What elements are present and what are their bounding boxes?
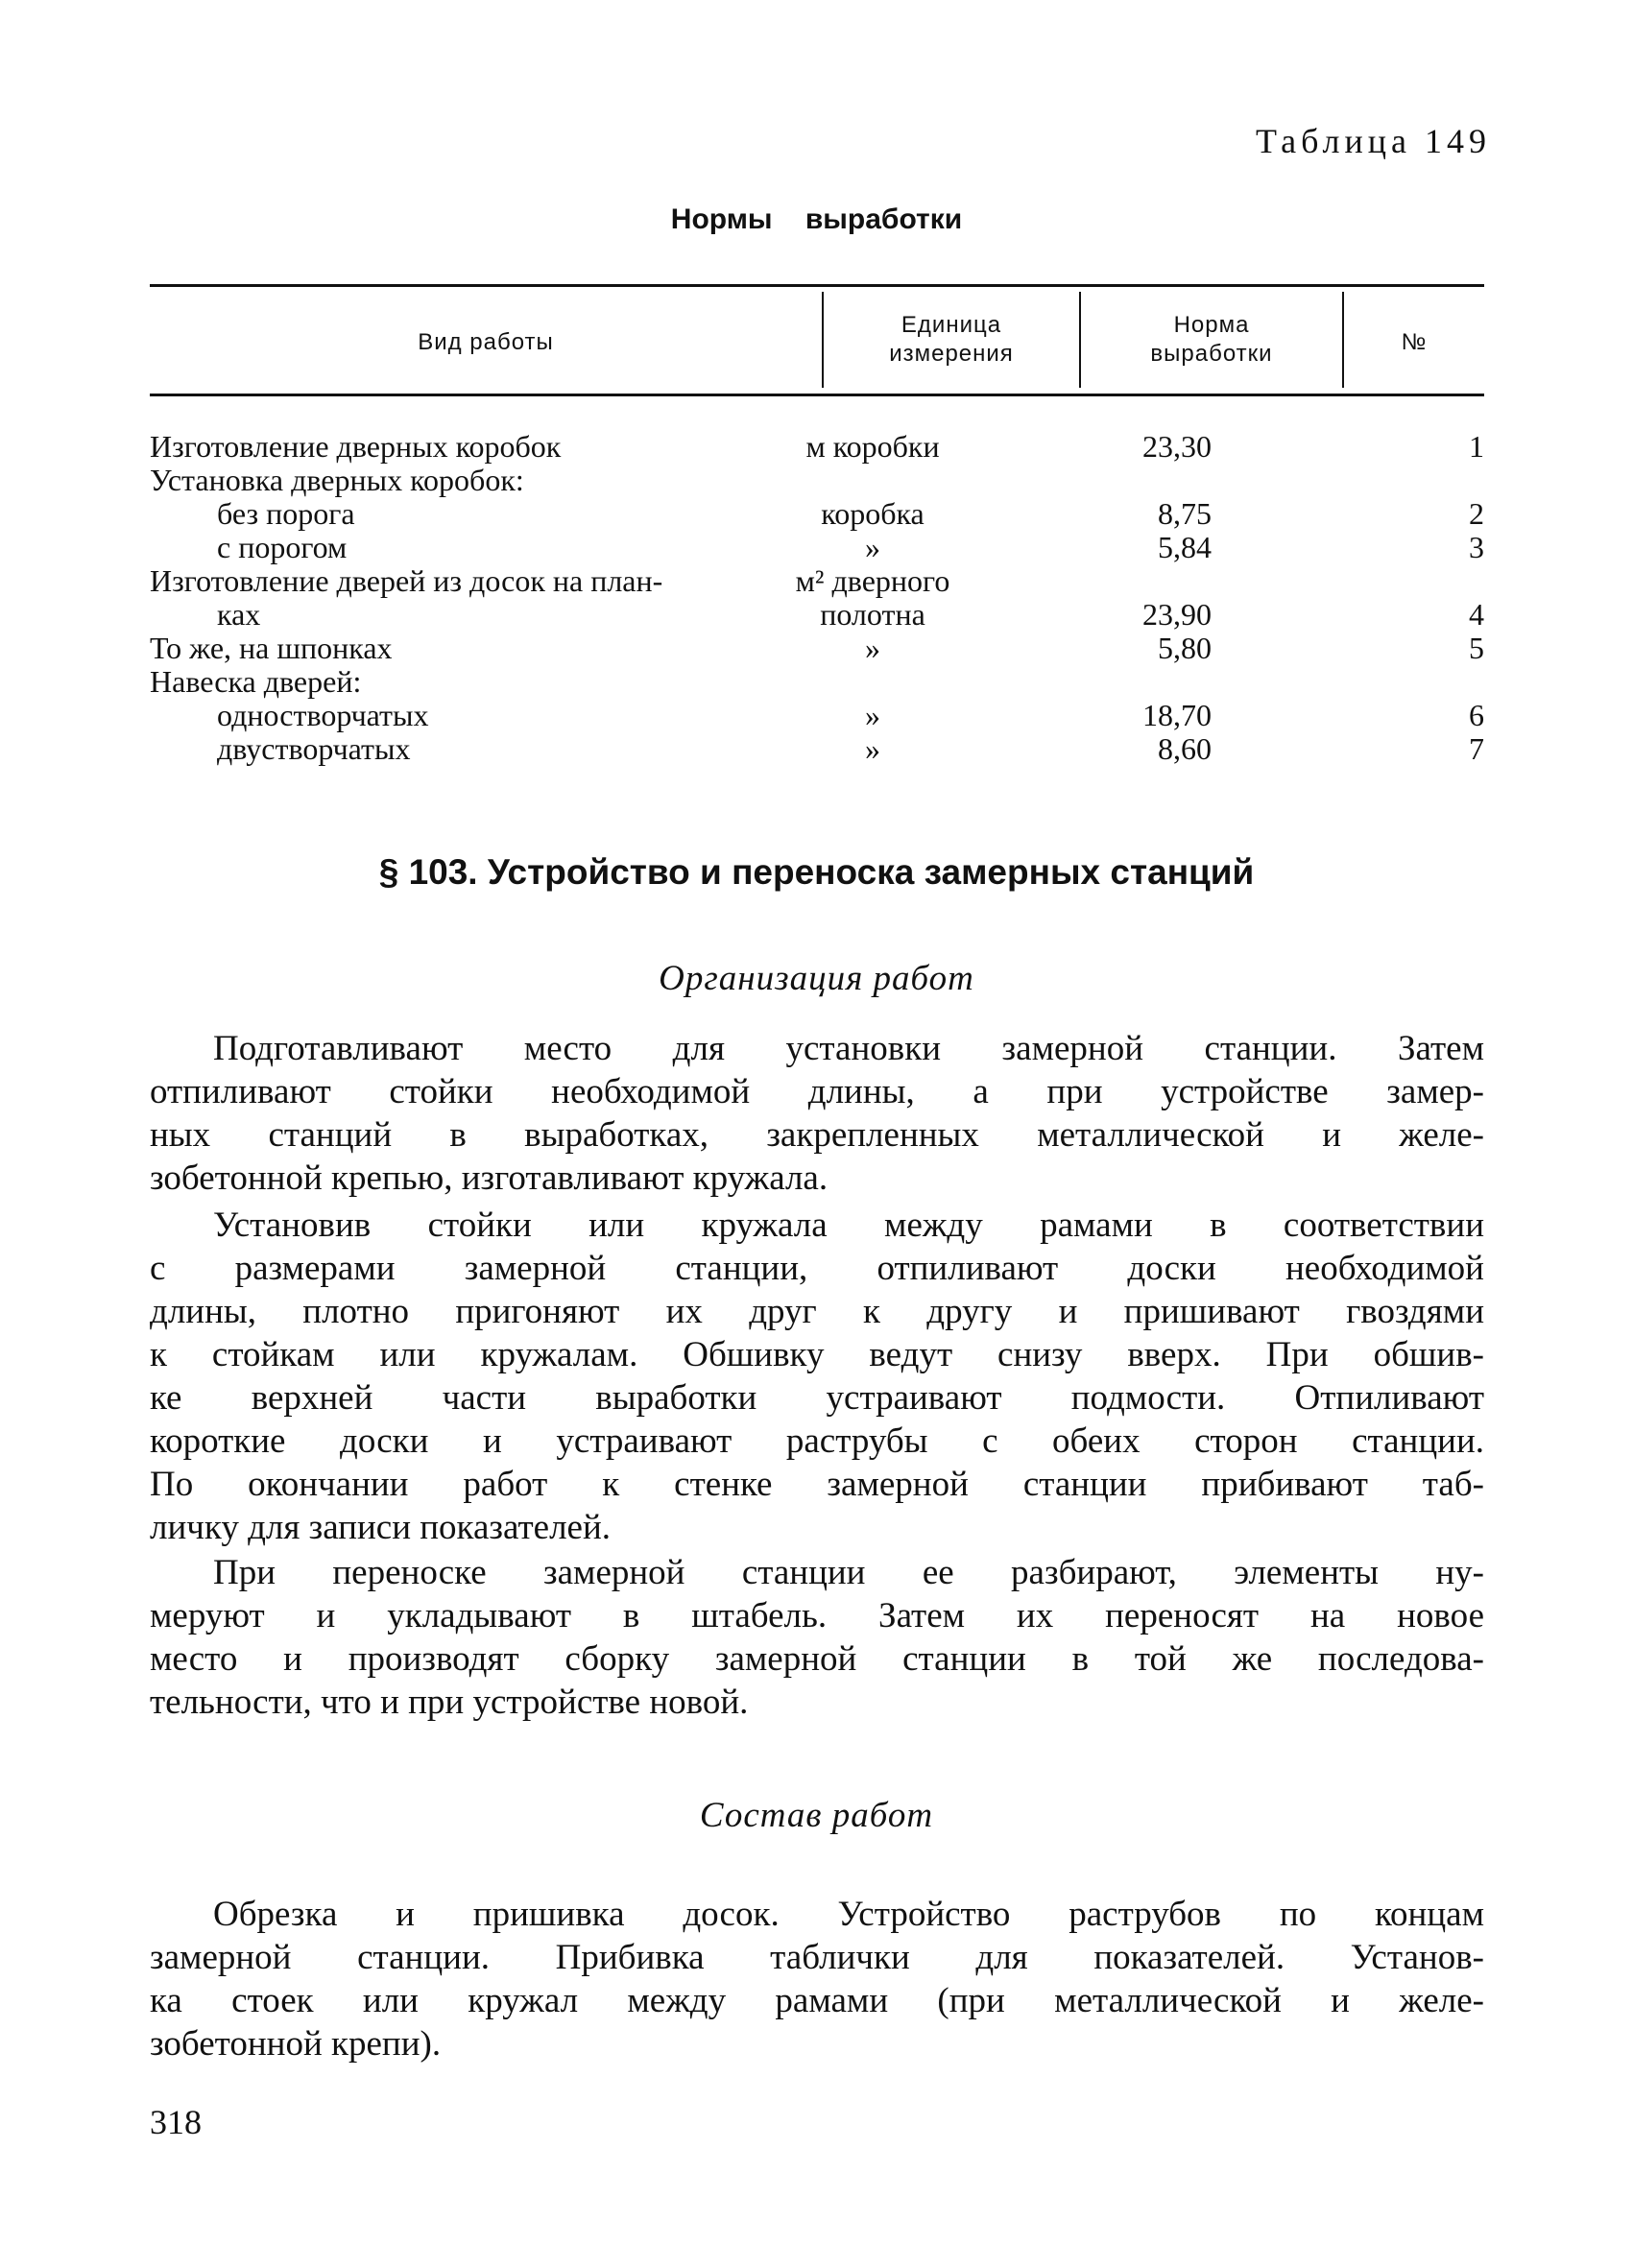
cell-work: Изготовление дверей из досок на план- [150,563,663,598]
text-line: При переноске замерной станции ее разбирают, элементы ну- [213,1553,1484,1592]
cell-norm: 18,70 [1142,698,1212,732]
cell-norm: 8,75 [1158,496,1212,531]
cell-work: одностворчатых [217,698,429,732]
text-line: личку для записи показателей. [150,1508,612,1547]
header-unit [824,311,1079,369]
cell-norm: 23,30 [1142,429,1212,464]
text-line: с размерами замерной станции, отпиливают доски необходимой [150,1249,1484,1288]
header-norm-line1: Норма [1173,312,1250,338]
table-title: Нормы выработки [670,203,963,235]
text-line: короткие доски и устраивают раструбы с обеих сторон станции. [150,1421,1484,1461]
header-number: № [1401,329,1428,355]
cell-number: 3 [1469,530,1484,564]
page-number: 318 [150,2103,202,2141]
cell-unit: » [865,631,880,665]
cell-work: с порогом [217,530,348,564]
text-line: ке верхней части выработки устраивают подмости. Отпиливают [150,1378,1484,1418]
cell-unit: » [865,698,880,732]
table-row [150,497,1484,531]
cell-norm: 8,60 [1158,731,1212,766]
cell-work: без порога [217,496,355,531]
table-row [150,632,1484,665]
cell-norm: 5,80 [1158,631,1212,665]
paragraph [150,1551,1484,1724]
text-line: Подготавливают место для установки замерной станции. Затем [213,1029,1484,1068]
cell-work: Установка дверных коробок: [150,463,524,497]
cell-unit: м коробки [805,429,940,464]
cell-unit: коробка [821,496,925,531]
cell-number: 5 [1469,631,1484,665]
cell-number: 1 [1469,429,1484,464]
text-line: место и производят сборку замерной станции в той же последова- [150,1639,1484,1679]
header-unit-line2: измерения [889,341,1014,367]
cell-number: 6 [1469,698,1484,732]
header-unit-line1: Единица [901,312,1002,338]
cell-norm: 5,84 [1158,530,1212,564]
paragraph [150,1027,1484,1200]
text-line: Установив стойки или кружала между рамами в соответствии [213,1206,1484,1245]
header-norm-line2: выработки [1150,341,1273,367]
cell-unit: полотна [820,597,925,632]
text-line: По окончании работ к стенке замерной станции прибивают таб- [150,1465,1484,1504]
paragraph [150,1893,1484,2065]
table-row [150,699,1484,732]
text-line: отпиливают стойки необходимой длины, а при устройстве замер- [150,1072,1484,1111]
table-header-rule [150,394,1484,396]
cell-work: То же, на шпонках [150,631,393,665]
text-line: меруют и укладывают в штабель. Затем их переносят на новое [150,1596,1484,1635]
table-body [150,430,1484,766]
cell-unit: » [865,731,880,766]
table-row [150,665,1484,699]
table-row [150,464,1484,497]
text-line: Обрезка и пришивка досок. Устройство раструбов по концам [213,1895,1484,1934]
table-row [150,564,1484,598]
cell-norm: 23,90 [1142,597,1212,632]
table-row [150,531,1484,564]
table-label: Таблица 149 [1256,122,1491,160]
cell-unit: » [865,530,880,564]
paragraph [150,1204,1484,1549]
cell-work: ках [217,597,261,632]
cell-unit: м² дверного [795,563,950,598]
table-row [150,732,1484,766]
cell-work: Навеска дверей: [150,664,362,699]
cell-work: Изготовление дверных коробок [150,429,562,464]
text-line: длины, плотно пригоняют их друг к другу и пришивают гвоздями [150,1292,1484,1331]
text-line: тельности, что и при устройстве новой. [150,1683,749,1722]
cell-work: двустворчатых [217,731,411,766]
text-line: зобетонной крепью, изготавливают кружала. [150,1158,829,1198]
text-line: ка стоек или кружал между рамами (при металлической и желе- [150,1981,1484,2020]
table-row [150,598,1484,632]
text-line: к стойкам или кружалам. Обшивку ведут снизу вверх. При обшив- [150,1335,1484,1374]
table-top-rule [150,284,1484,287]
cell-number: 7 [1469,731,1484,766]
text-line: ных станций в выработках, закрепленных металлической и желе- [150,1115,1484,1155]
table-row [150,430,1484,464]
header-norm [1081,311,1342,369]
cell-number: 4 [1469,597,1484,632]
subheading-organization: Организация работ [659,959,974,998]
subheading-composition: Состав работ [699,1796,934,1835]
header-work: Вид работы [418,329,554,355]
cell-number: 2 [1469,496,1484,531]
text-line: зобетонной крепи). [150,2024,442,2064]
section-heading: § 103. Устройство и переноска замерных станций [378,852,1255,892]
text-line: замерной станции. Прибивка таблички для показателей. Установ- [150,1938,1484,1977]
